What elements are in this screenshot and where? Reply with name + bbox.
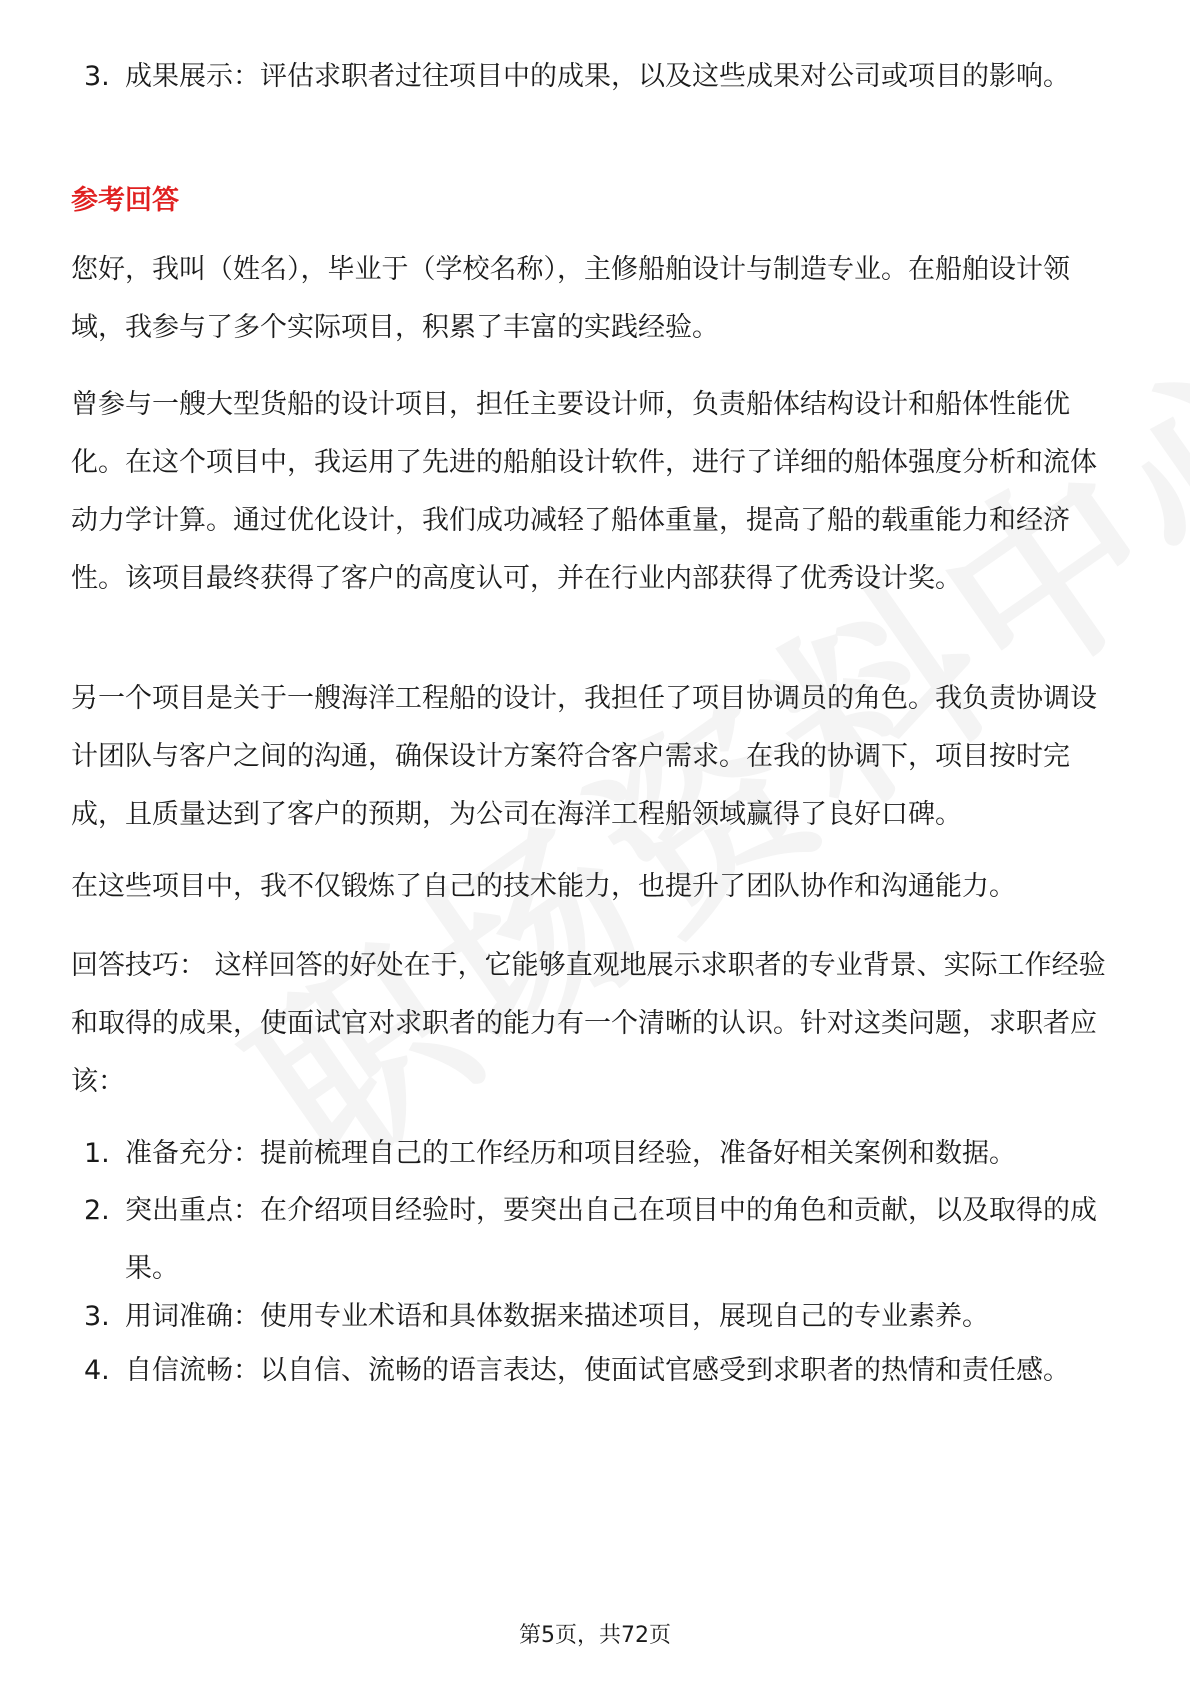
list-number: 3.: [84, 61, 110, 92]
paragraph-intro: 您好，我叫（姓名），毕业于（学校名称），主修船舶设计与制造专业。在船舶设计领域，我参与了多个实际项目，积累了丰富的实践经验。: [71, 254, 1070, 343]
list-text: 自信流畅：以自信、流畅的语言表达，使面试官感受到求职者的热情和责任感。: [125, 1355, 1070, 1386]
page-footer: 第5页，共72页: [519, 1623, 671, 1648]
paragraph-project-1: 曾参与一艘大型货船的设计项目，担任主要设计师，负责船体结构设计和船体性能优化。在这个项目中，我运用了先进的船舶设计软件，进行了详细的船体强度分析和流体动力学计算。通过优化设计，我们成功减轻了船体重量，提高了船的载重能力和经济性。该项目最终获得了客户的高度认可，并在行业内部获得了优秀设计奖。: [71, 389, 1097, 594]
list-text: 准备充分：提前梳理自己的工作经历和项目经验，准备好相关案例和数据。: [125, 1138, 1016, 1169]
list-item: [84, 1288, 1121, 1346]
answer-heading: 参考回答: [71, 185, 179, 216]
list-item: [84, 48, 1121, 106]
paragraph-summary: 在这些项目中，我不仅锻炼了自己的技术能力，也提升了团队协作和沟通能力。: [71, 871, 1016, 902]
paragraph-project-2: 另一个项目是关于一艘海洋工程船的设计，我担任了项目协调员的角色。我负责协调设计团队与客户之间的沟通，确保设计方案符合客户需求。在我的协调下，项目按时完成，且质量达到了客户的预期，为公司在海洋工程船领域赢得了良好口碑。: [71, 683, 1097, 830]
list-text: 成果展示：评估求职者过往项目中的成果，以及这些成果对公司或项目的影响。: [125, 61, 1070, 92]
list-item: [84, 1182, 1121, 1298]
list-text: 用词准确：使用专业术语和具体数据来描述项目，展现自己的专业素养。: [125, 1301, 989, 1332]
paragraph-tips-intro: 回答技巧： 这样回答的好处在于，它能够直观地展示求职者的专业背景、实际工作经验和取得的成果，使面试官对求职者的能力有一个清晰的认识。针对这类问题，求职者应该：: [71, 950, 1106, 1097]
list-item: [84, 1342, 1121, 1400]
list-text: 突出重点：在介绍项目经验时，要突出自己在项目中的角色和贡献，以及取得的成果。: [125, 1195, 1097, 1284]
list-number: 3.: [84, 1301, 110, 1332]
list-number: 2.: [84, 1195, 110, 1226]
list-number: 4.: [84, 1355, 110, 1386]
list-item: [84, 1125, 1121, 1183]
list-number: 1.: [84, 1138, 110, 1169]
